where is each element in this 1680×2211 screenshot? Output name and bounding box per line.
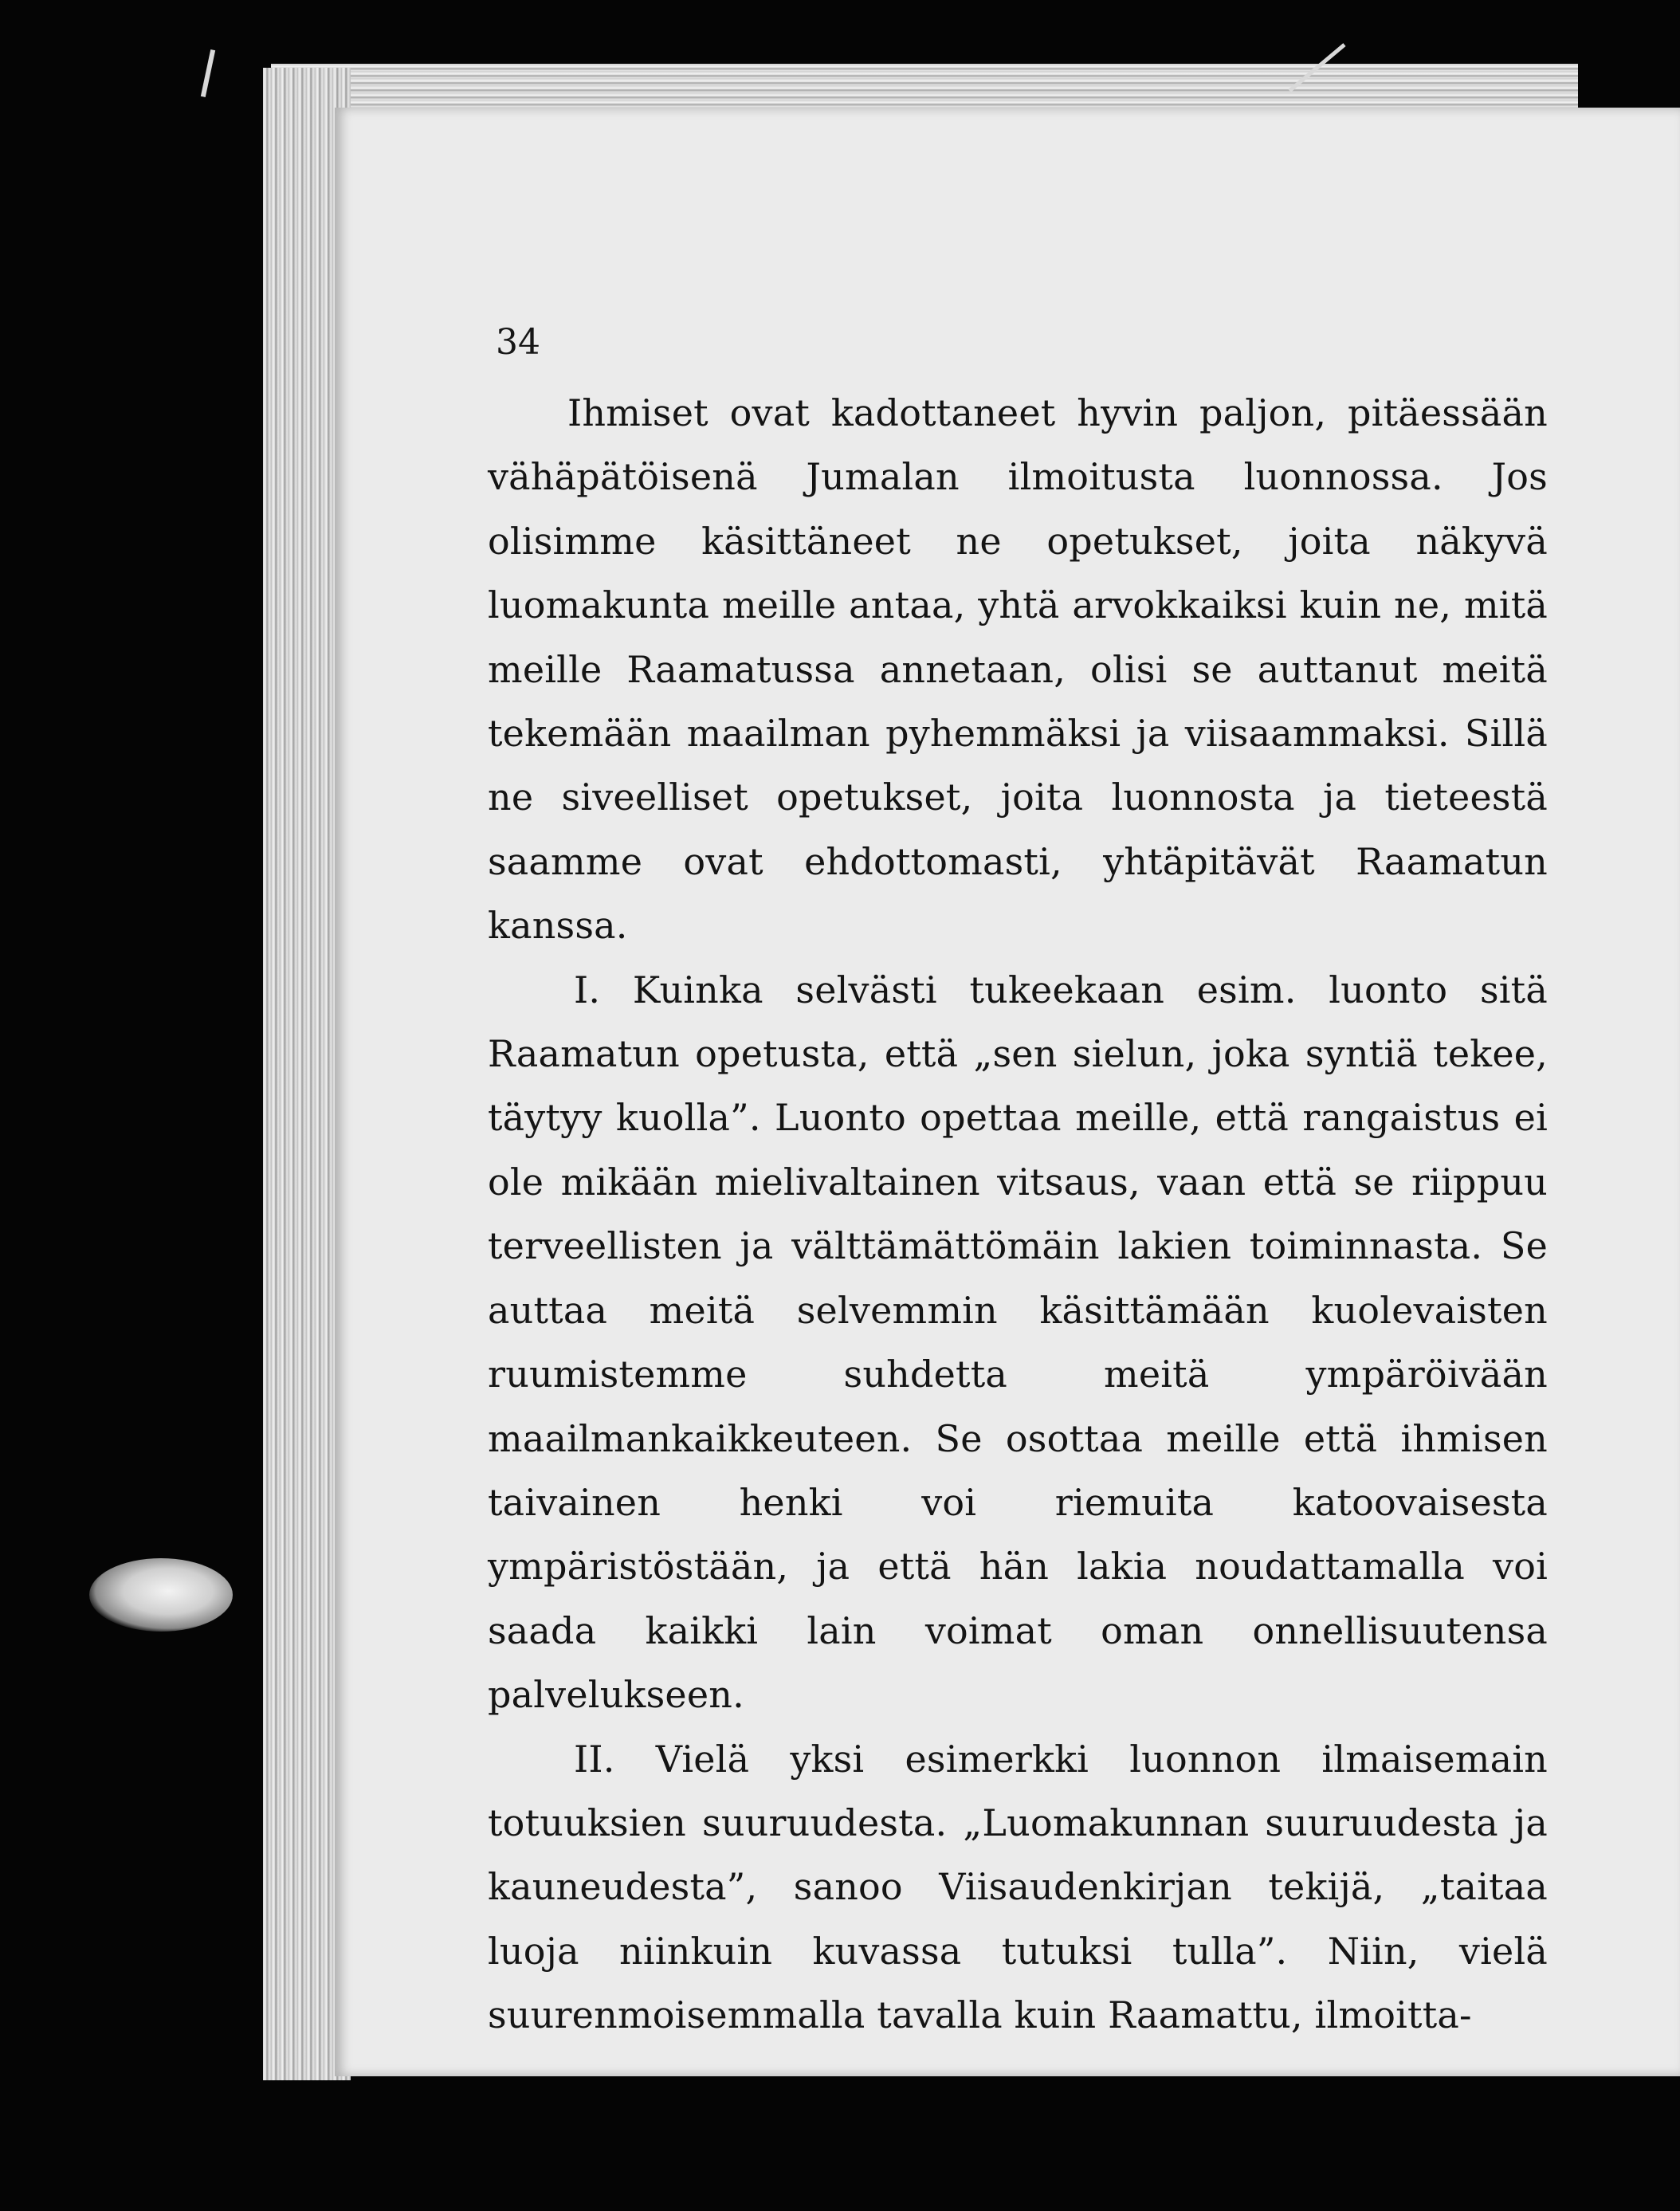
- paragraph-1: Ihmiset ovat kadottaneet hyvin paljon, pitäessään vähäpätöisenä Jumalan ilmoitusta luonnossa. Jos olisimme käsittäneet ne opetukset, joita näkyvä luomakunta meille antaa, yhtä arvokkaiksi kuin ne, mitä meille Raamatussa annetaan, olisi se auttanut meitä tekemään maailman pyhemmäksi ja viisaammaksi. Sillä ne siveelliset opetukset, joita luonnosta ja tieteestä saamme ovat ehdottomasti, yhtäpitävät Raamatun kanssa.: [488, 391, 1548, 948]
- paragraph-3: II. Vielä yksi esimerkki luonnon ilmaisemain totuuksien suuruudesta. „Luomakunnan suuruudesta ja kauneudesta”, sanoo Viisaudenkirjan tekijä, „taitaa luoja niinkuin kuvassa tutuksi tulla”. Niin, vielä suurenmoisemmalla tavalla kuin Raamattu, ilmoitta-: [488, 1737, 1548, 2037]
- paragraph-2: I. Kuinka selvästi tukeekaan esim. luonto sitä Raamatun opetusta, että „sen sielun, joka syntiä tekee, täytyy kuolla”. Luonto opettaa meille, että rangaistus ei ole mikään mielivaltainen vitsaus, vaan että se riippuu terveellisten ja välttämättömäin lakien toiminnasta. Se auttaa meitä selvemmin käsittämään kuolevaisten ruumistemme suhdetta meitä ympäröivään maailmankaikkeuteen. Se osottaa meille että ihmisen taivainen henki voi riemuita katoovaisesta ympäristöstään, ja että hän lakia noudattamalla voi saada kaikki lain voimat oman onnellisuutensa palvelukseen.: [488, 968, 1548, 1717]
- scan-smudge: [89, 1558, 233, 1632]
- scan-mark-top-left: [201, 49, 215, 97]
- page-body-text: [488, 381, 1548, 2048]
- page-number: 34: [496, 322, 540, 363]
